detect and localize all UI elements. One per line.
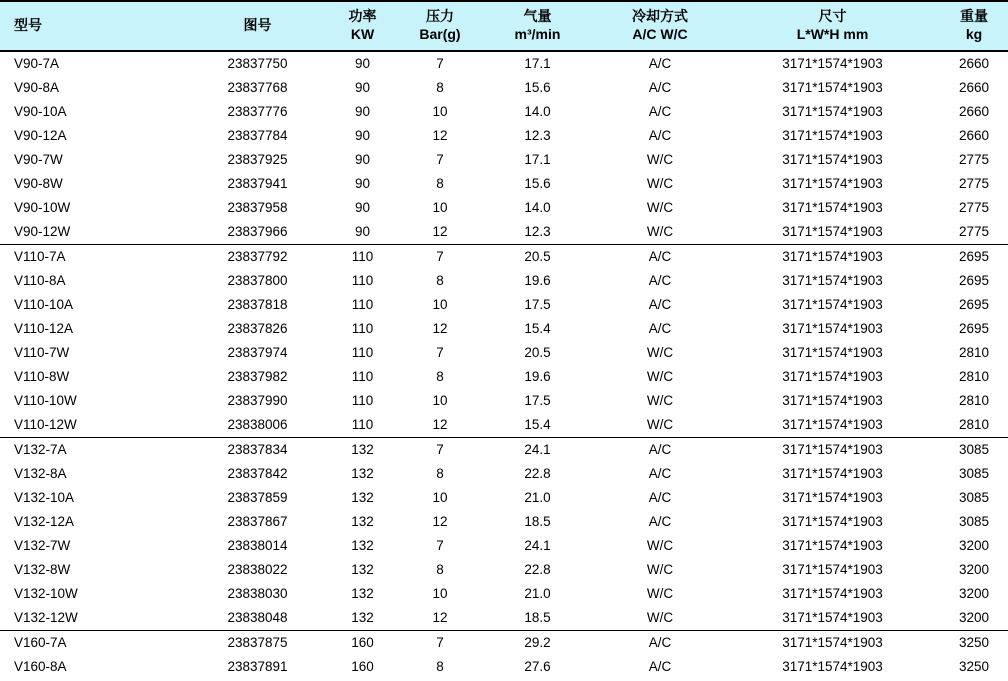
cell-power: 160 xyxy=(351,659,374,674)
cell-power: 132 xyxy=(351,586,374,601)
cell-model: V90-7A xyxy=(14,56,60,71)
cell-pressure: 12 xyxy=(400,606,480,631)
cell-part-number: 23837818 xyxy=(227,297,288,312)
cell-air-flow: 20.5 xyxy=(524,345,551,360)
cell-part-number: 23837982 xyxy=(227,369,288,384)
cell-weight: 3085 xyxy=(958,442,990,457)
cell-part-number: 23837958 xyxy=(227,200,288,215)
cell-weight: 2695 xyxy=(958,273,990,288)
cell-cooling: W/C xyxy=(646,369,674,384)
cell-cooling: A/C xyxy=(648,273,672,288)
cell-model: V90-10A xyxy=(14,104,67,119)
cell-dimensions: 3171*1574*1903 xyxy=(725,606,940,631)
cell-pressure: 10 xyxy=(432,490,448,505)
cell-pressure: 10 xyxy=(432,393,448,408)
cell-air-flow: 17.5 xyxy=(524,297,551,312)
cell-dimensions: 3171*1574*1903 xyxy=(782,249,883,264)
cell-air-flow: 19.6 xyxy=(524,369,551,384)
cell-cooling: A/C xyxy=(648,635,672,650)
cell-dimensions: 3171*1574*1903 xyxy=(782,586,883,601)
cell-power: 110 xyxy=(351,321,374,336)
cell-dimensions: 3171*1574*1903 xyxy=(782,128,883,143)
column-header-weight-line2: kg xyxy=(965,25,983,42)
table-row xyxy=(0,655,1008,679)
column-header-model xyxy=(0,1,190,51)
cell-pressure: 12 xyxy=(432,128,448,143)
cell-dimensions: 3171*1574*1903 xyxy=(782,200,883,215)
cell-cooling: A/C xyxy=(648,297,672,312)
cell-pressure: 10 xyxy=(432,586,448,601)
cell-air-flow: 21.0 xyxy=(524,490,551,505)
cell-model: V110-10W xyxy=(14,393,77,408)
cell-dimensions: 3171*1574*1903 xyxy=(725,220,940,245)
cell-cooling: W/C xyxy=(646,562,674,577)
cell-weight: 3085 xyxy=(958,490,990,505)
cell-pressure: 8 xyxy=(436,176,444,191)
cell-model: V110-8W xyxy=(14,369,70,384)
cell-model: V110-12A xyxy=(14,321,74,336)
cell-model: V160-7A xyxy=(14,635,67,650)
cell-weight: 2695 xyxy=(958,321,990,336)
cell-air-flow: 14.0 xyxy=(524,104,551,119)
cell-dimensions: 3171*1574*1903 xyxy=(782,659,883,674)
cell-part-number: 23837834 xyxy=(227,442,288,457)
cell-power: 90 xyxy=(354,128,371,143)
column-header-air-flow-line2: m³/min xyxy=(514,25,561,42)
cell-pressure: 8 xyxy=(436,659,444,674)
cell-dimensions: 3171*1574*1903 xyxy=(782,56,883,71)
cell-power: 110 xyxy=(351,369,374,384)
table-row xyxy=(0,100,1008,124)
cell-power: 110 xyxy=(351,297,374,312)
table-header xyxy=(0,1,1008,51)
cell-pressure: 10 xyxy=(432,297,448,312)
cell-air-flow: 17.1 xyxy=(524,56,551,71)
cell-dimensions: 3171*1574*1903 xyxy=(782,80,883,95)
cell-air-flow: 29.2 xyxy=(524,635,551,650)
cell-model: V90-8A xyxy=(14,80,60,95)
cell-pressure: 12 xyxy=(432,514,448,529)
table-row xyxy=(0,293,1008,317)
cell-part-number: 23837859 xyxy=(227,490,288,505)
table-row xyxy=(0,317,1008,341)
cell-air-flow: 15.6 xyxy=(524,80,551,95)
table-row xyxy=(0,269,1008,293)
table-row xyxy=(0,245,1008,270)
cell-power: 132 xyxy=(351,562,374,577)
cell-power: 90 xyxy=(354,176,371,191)
cell-air-flow: 17.1 xyxy=(524,152,551,167)
cell-model: V110-8A xyxy=(14,273,66,288)
cell-cooling: A/C xyxy=(648,659,672,674)
cell-model: V110-12W xyxy=(0,413,190,438)
cell-dimensions: 3171*1574*1903 xyxy=(782,297,883,312)
cell-part-number: 23838048 xyxy=(190,606,325,631)
cell-power: 132 xyxy=(351,466,374,481)
column-header-power xyxy=(325,1,400,51)
cell-part-number: 23838006 xyxy=(190,413,325,438)
cell-power: 110 xyxy=(351,249,374,264)
table-row xyxy=(0,365,1008,389)
table-row xyxy=(0,582,1008,606)
cell-model: V90-8W xyxy=(14,176,63,191)
cell-dimensions: 3171*1574*1903 xyxy=(782,273,883,288)
cell-cooling: W/C xyxy=(646,538,674,553)
cell-weight: 2695 xyxy=(958,297,990,312)
cell-dimensions: 3171*1574*1903 xyxy=(782,562,883,577)
cell-pressure: 12 xyxy=(432,321,448,336)
cell-power: 132 xyxy=(351,442,374,457)
table-row xyxy=(0,172,1008,196)
cell-air-flow: 24.1 xyxy=(524,538,551,553)
cell-part-number: 23837990 xyxy=(227,393,288,408)
cell-air-flow: 20.5 xyxy=(524,249,551,264)
cell-air-flow: 12.3 xyxy=(524,128,551,143)
cell-power: 110 xyxy=(351,345,374,360)
table-row xyxy=(0,124,1008,148)
cell-weight: 2775 xyxy=(940,220,1008,245)
cell-part-number: 23837768 xyxy=(227,80,288,95)
cell-model: V110-7W xyxy=(14,345,70,360)
cell-weight: 3200 xyxy=(958,562,990,577)
cell-pressure: 7 xyxy=(436,56,444,71)
cell-cooling: A/C xyxy=(648,514,672,529)
cell-part-number: 23838030 xyxy=(227,586,288,601)
table-row xyxy=(0,148,1008,172)
cell-model: V132-12W xyxy=(0,606,190,631)
cell-pressure: 8 xyxy=(436,466,444,481)
cell-power: 90 xyxy=(354,80,371,95)
cell-air-flow: 15.4 xyxy=(524,321,551,336)
column-header-dimensions-line1: 尺寸 xyxy=(818,8,847,24)
cell-dimensions: 3171*1574*1903 xyxy=(782,321,883,336)
column-header-cooling-line1: 冷却方式 xyxy=(632,8,688,24)
cell-pressure: 8 xyxy=(436,273,444,288)
cell-air-flow: 19.6 xyxy=(524,273,551,288)
column-header-model-line1: 型号 xyxy=(14,16,42,33)
cell-air-flow: 18.5 xyxy=(480,606,595,631)
cell-weight: 3250 xyxy=(958,659,990,674)
cell-dimensions: 3171*1574*1903 xyxy=(782,466,883,481)
cell-model: V132-12A xyxy=(14,514,75,529)
column-header-part-number xyxy=(190,1,325,51)
cell-model: V90-7W xyxy=(14,152,63,167)
cell-weight: 3200 xyxy=(958,538,990,553)
cell-model: V110-7A xyxy=(14,249,66,264)
cell-part-number: 23837974 xyxy=(227,345,288,360)
cell-power: 90 xyxy=(354,104,371,119)
table-row xyxy=(0,558,1008,582)
table-header-row xyxy=(0,1,1008,51)
cell-dimensions: 3171*1574*1903 xyxy=(782,104,883,119)
cell-power: 132 xyxy=(325,606,400,631)
cell-cooling: W/C xyxy=(595,413,725,438)
cell-dimensions: 3171*1574*1903 xyxy=(782,369,883,384)
table-row xyxy=(0,51,1008,76)
column-header-dimensions-line2: L*W*H mm xyxy=(796,25,869,42)
cell-dimensions: 3171*1574*1903 xyxy=(782,490,883,505)
cell-dimensions: 3171*1574*1903 xyxy=(725,413,940,438)
table-row xyxy=(0,510,1008,534)
cell-part-number: 23837842 xyxy=(227,466,288,481)
cell-model: V132-10A xyxy=(14,490,75,505)
cell-part-number: 23837750 xyxy=(227,56,288,71)
table-row xyxy=(0,462,1008,486)
cell-air-flow: 27.6 xyxy=(524,659,551,674)
cell-pressure: 8 xyxy=(436,369,444,384)
cell-weight: 2810 xyxy=(958,369,990,384)
cell-part-number: 23837941 xyxy=(227,176,288,191)
cell-part-number: 23837776 xyxy=(227,104,288,119)
cell-pressure: 8 xyxy=(436,562,444,577)
cell-pressure: 12 xyxy=(400,413,480,438)
cell-model: V90-12W xyxy=(0,220,190,245)
cell-pressure: 7 xyxy=(436,635,444,650)
cell-part-number: 23837875 xyxy=(227,635,288,650)
cell-dimensions: 3171*1574*1903 xyxy=(782,176,883,191)
cell-weight: 2775 xyxy=(958,200,990,215)
cell-part-number: 23837792 xyxy=(227,249,288,264)
cell-air-flow: 21.0 xyxy=(524,586,551,601)
column-header-weight-line1: 重量 xyxy=(960,8,988,24)
cell-dimensions: 3171*1574*1903 xyxy=(782,538,883,553)
cell-model: V132-8A xyxy=(14,466,67,481)
cell-air-flow: 24.1 xyxy=(524,442,551,457)
cell-cooling: A/C xyxy=(648,249,672,264)
cell-dimensions: 3171*1574*1903 xyxy=(782,635,883,650)
column-header-cooling-line2: A/C W/C xyxy=(632,25,688,42)
cell-part-number: 23837800 xyxy=(227,273,288,288)
cell-part-number: 23838022 xyxy=(227,562,288,577)
cell-dimensions: 3171*1574*1903 xyxy=(782,152,883,167)
cell-part-number: 23837925 xyxy=(227,152,288,167)
cell-air-flow: 18.5 xyxy=(524,514,551,529)
table-row xyxy=(0,76,1008,100)
column-header-pressure-line1: 压力 xyxy=(426,8,454,24)
cell-air-flow: 15.6 xyxy=(524,176,551,191)
cell-pressure: 7 xyxy=(436,249,444,264)
cell-part-number: 23837966 xyxy=(190,220,325,245)
cell-model: V132-8W xyxy=(14,562,71,577)
cell-cooling: W/C xyxy=(646,586,674,601)
cell-power: 110 xyxy=(351,393,374,408)
cell-model: V132-10W xyxy=(14,586,78,601)
cell-pressure: 7 xyxy=(436,152,444,167)
cell-power: 132 xyxy=(351,490,374,505)
cell-part-number: 23837826 xyxy=(227,321,288,336)
cell-power: 90 xyxy=(354,152,371,167)
cell-cooling: A/C xyxy=(648,490,672,505)
cell-pressure: 10 xyxy=(432,200,448,215)
cell-power: 110 xyxy=(351,273,374,288)
cell-cooling: W/C xyxy=(646,176,674,191)
cell-cooling: A/C xyxy=(648,104,672,119)
cell-weight: 3200 xyxy=(958,586,990,601)
cell-air-flow: 22.8 xyxy=(524,466,551,481)
cell-weight: 2775 xyxy=(958,152,990,167)
cell-power: 132 xyxy=(351,538,374,553)
cell-weight: 2660 xyxy=(958,128,990,143)
cell-part-number: 23838014 xyxy=(227,538,288,553)
cell-dimensions: 3171*1574*1903 xyxy=(782,514,883,529)
column-header-power-line1: 功率 xyxy=(348,8,377,24)
cell-cooling: A/C xyxy=(648,56,672,71)
cell-pressure: 7 xyxy=(436,345,444,360)
cell-cooling: A/C xyxy=(648,466,672,481)
table-row xyxy=(0,413,1008,438)
table-row xyxy=(0,389,1008,413)
cell-weight: 2810 xyxy=(958,393,990,408)
column-header-part-number-line1: 图号 xyxy=(243,16,272,33)
cell-cooling: W/C xyxy=(646,152,674,167)
cell-model: V132-7A xyxy=(14,442,67,457)
cell-weight: 3085 xyxy=(958,514,990,529)
cell-air-flow: 12.3 xyxy=(480,220,595,245)
cell-cooling: A/C xyxy=(648,321,672,336)
column-header-pressure-line2: Bar(g) xyxy=(419,25,461,42)
table-row xyxy=(0,341,1008,365)
table-row xyxy=(0,196,1008,220)
cell-pressure: 7 xyxy=(436,442,444,457)
cell-air-flow: 17.5 xyxy=(524,393,551,408)
cell-part-number: 23837784 xyxy=(227,128,288,143)
cell-weight: 2660 xyxy=(958,56,990,71)
cell-air-flow: 15.4 xyxy=(480,413,595,438)
cell-model: V90-12A xyxy=(14,128,67,143)
cell-pressure: 8 xyxy=(436,80,444,95)
cell-dimensions: 3171*1574*1903 xyxy=(782,442,883,457)
table-row xyxy=(0,534,1008,558)
cell-weight: 3085 xyxy=(958,466,990,481)
cell-model: V90-10W xyxy=(14,200,71,215)
table-row xyxy=(0,486,1008,510)
column-header-cooling xyxy=(595,1,725,51)
column-header-air-flow-line1: 气量 xyxy=(523,8,552,24)
cell-cooling: W/C xyxy=(646,393,674,408)
cell-cooling: W/C xyxy=(646,200,674,215)
cell-weight: 3250 xyxy=(958,635,990,650)
cell-power: 110 xyxy=(325,413,400,438)
cell-cooling: A/C xyxy=(648,128,672,143)
cell-power: 160 xyxy=(351,635,374,650)
cell-weight: 2660 xyxy=(958,104,990,119)
cell-cooling: A/C xyxy=(648,442,672,457)
column-header-air-flow xyxy=(480,1,595,51)
cell-part-number: 23837891 xyxy=(227,659,288,674)
cell-pressure: 7 xyxy=(436,538,444,553)
cell-model: V110-10A xyxy=(14,297,74,312)
cell-weight: 2775 xyxy=(958,176,990,191)
cell-air-flow: 22.8 xyxy=(524,562,551,577)
cell-cooling: A/C xyxy=(648,80,672,95)
cell-weight: 2660 xyxy=(958,80,990,95)
cell-weight: 2695 xyxy=(958,249,990,264)
table-row xyxy=(0,438,1008,463)
cell-model: V132-7W xyxy=(14,538,71,553)
table-body xyxy=(0,51,1008,679)
column-header-pressure xyxy=(400,1,480,51)
cell-power: 90 xyxy=(354,200,371,215)
cell-cooling: W/C xyxy=(646,345,674,360)
cell-model: V160-8A xyxy=(14,659,67,674)
table-row xyxy=(0,631,1008,656)
cell-weight: 2810 xyxy=(940,413,1008,438)
cell-pressure: 12 xyxy=(400,220,480,245)
cell-air-flow: 14.0 xyxy=(524,200,551,215)
table-row xyxy=(0,606,1008,631)
cell-cooling: W/C xyxy=(595,220,725,245)
column-header-dimensions xyxy=(725,1,940,51)
cell-dimensions: 3171*1574*1903 xyxy=(782,345,883,360)
cell-pressure: 10 xyxy=(432,104,448,119)
cell-weight: 3200 xyxy=(940,606,1008,631)
cell-power: 90 xyxy=(325,220,400,245)
cell-weight: 2810 xyxy=(958,345,990,360)
cell-dimensions: 3171*1574*1903 xyxy=(782,393,883,408)
cell-power: 90 xyxy=(354,56,371,71)
cell-power: 132 xyxy=(351,514,374,529)
column-header-weight xyxy=(940,1,1008,51)
table-row xyxy=(0,220,1008,245)
cell-part-number: 23837867 xyxy=(227,514,288,529)
cell-cooling: W/C xyxy=(595,606,725,631)
column-header-power-line2: KW xyxy=(350,25,375,42)
